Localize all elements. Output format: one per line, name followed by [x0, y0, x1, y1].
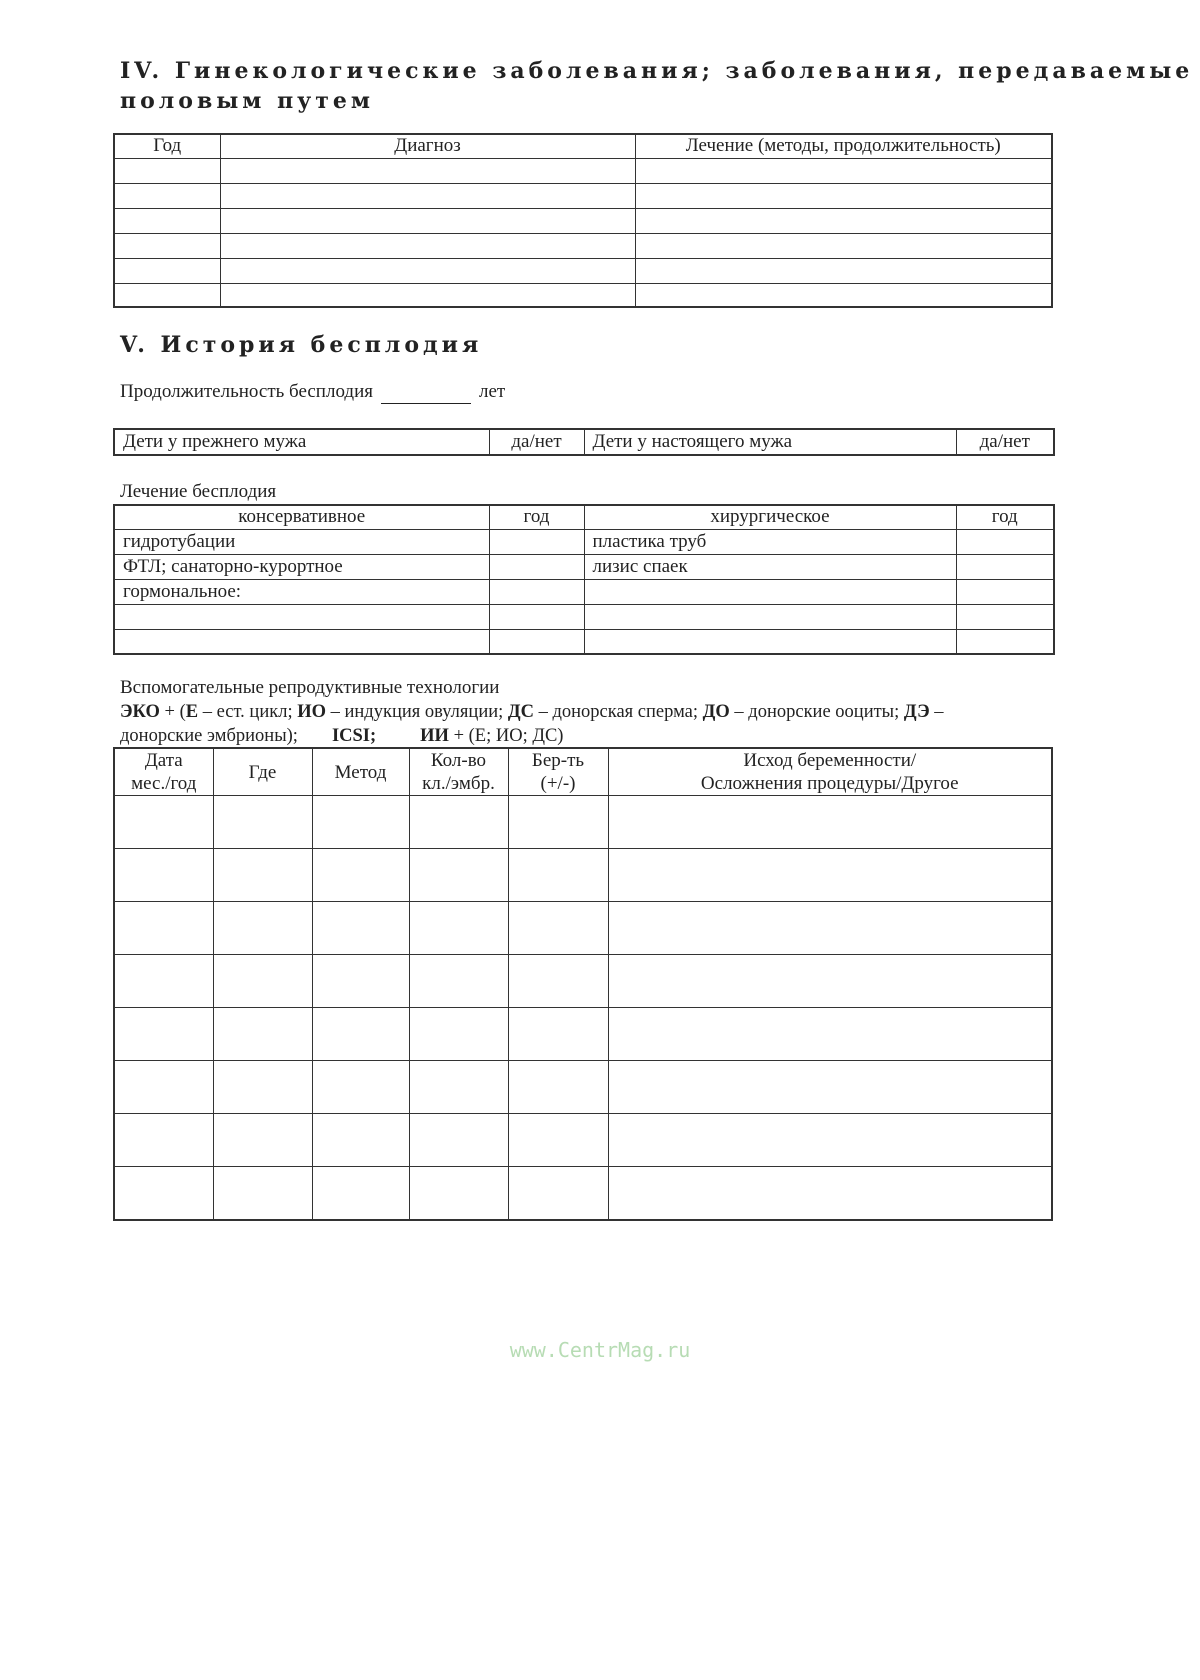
table-row	[114, 1114, 1052, 1167]
date-cell[interactable]	[114, 1008, 213, 1061]
table-row	[114, 902, 1052, 955]
table-row	[114, 579, 1054, 604]
watermark: www.CentrMag.ru	[509, 1338, 691, 1362]
table-row	[114, 158, 1052, 183]
year-cell[interactable]	[114, 258, 220, 283]
conservative-item: ФТЛ; санаторно-курортное	[114, 554, 489, 579]
where-cell[interactable]	[213, 955, 312, 1008]
pregnancy-cell[interactable]	[508, 796, 608, 849]
art-table	[113, 747, 1053, 1221]
table-row	[114, 283, 1052, 307]
conservative-year-cell[interactable]	[489, 554, 584, 579]
art-legend-part: ДС	[507, 702, 534, 722]
outcome-cell[interactable]	[608, 1008, 1052, 1061]
pregnancy-cell[interactable]	[508, 955, 608, 1008]
count-cell[interactable]	[409, 849, 508, 902]
surgical-year-cell[interactable]	[956, 604, 1054, 629]
date-cell[interactable]	[114, 955, 213, 1008]
method-cell[interactable]	[312, 796, 409, 849]
surgical-item[interactable]	[584, 629, 956, 654]
count-cell[interactable]	[409, 955, 508, 1008]
section-iv-title-line1: IV. Гинекологические заболевания; заболевания, передаваемые	[120, 58, 1194, 84]
table-row	[114, 208, 1052, 233]
art-legend-part: + (	[159, 702, 186, 722]
method-cell[interactable]	[312, 1114, 409, 1167]
art-legend-part: ДО	[702, 702, 730, 722]
pregnancy-cell[interactable]	[508, 1008, 608, 1061]
art-legend-part: ИИ	[420, 726, 449, 746]
infertility-duration-field[interactable]	[381, 385, 471, 404]
column-header-count-line1: Кол-во	[430, 750, 487, 771]
surgical-year-cell[interactable]	[956, 529, 1054, 554]
children-table	[113, 428, 1055, 456]
column-header-surgical: хирургическое	[584, 505, 956, 529]
art-legend-part: – ест. цикл;	[198, 702, 298, 722]
count-cell[interactable]	[409, 1114, 508, 1167]
year-cell[interactable]	[114, 233, 220, 258]
art-legend-part: – донорская сперма;	[533, 702, 703, 722]
column-header-date-line1: Дата	[144, 750, 183, 771]
art-legend-part: донорские эмбрионы);	[120, 726, 298, 746]
conservative-year-cell[interactable]	[489, 579, 584, 604]
section-v-title: V. История бесплодия	[120, 332, 483, 358]
children-current-husband-yes-no[interactable]: да/нет	[956, 429, 1054, 455]
surgical-year-cell[interactable]	[956, 554, 1054, 579]
column-header-outcome	[608, 748, 1052, 796]
surgical-year-cell[interactable]	[956, 629, 1054, 654]
where-cell[interactable]	[213, 1167, 312, 1220]
count-cell[interactable]	[409, 1061, 508, 1114]
treatment-cell[interactable]	[635, 208, 1052, 233]
outcome-cell[interactable]	[608, 849, 1052, 902]
method-cell[interactable]	[312, 1167, 409, 1220]
count-cell[interactable]	[409, 1167, 508, 1220]
art-legend-part: –	[929, 702, 944, 722]
date-cell[interactable]	[114, 1167, 213, 1220]
date-cell[interactable]	[114, 1061, 213, 1114]
year-cell[interactable]	[114, 283, 220, 307]
column-header-pregnancy-line2: (+/-)	[540, 773, 576, 794]
table-row	[114, 1061, 1052, 1114]
pregnancy-cell[interactable]	[508, 902, 608, 955]
where-cell[interactable]	[213, 1061, 312, 1114]
infertility-treatment-label: Лечение бесплодия	[120, 481, 277, 502]
outcome-cell[interactable]	[608, 796, 1052, 849]
gynecological-diseases-table	[113, 133, 1053, 308]
date-cell[interactable]	[114, 849, 213, 902]
children-prev-husband-label: Дети у прежнего мужа	[114, 429, 489, 455]
diagnosis-cell[interactable]	[220, 208, 635, 233]
art-legend-part: + (Е; ИО; ДС)	[448, 726, 564, 746]
art-legend-part: ИО	[297, 702, 326, 722]
diagnosis-cell[interactable]	[220, 258, 635, 283]
treatment-cell[interactable]	[635, 233, 1052, 258]
art-legend-line2	[120, 724, 563, 748]
year-cell[interactable]	[114, 208, 220, 233]
table-row	[114, 554, 1054, 579]
column-header-date-line2: мес./год	[131, 773, 197, 794]
column-header-count-line2: кл./эмбр.	[422, 773, 495, 794]
treatment-cell[interactable]	[635, 183, 1052, 208]
column-header-outcome-line2: Осложнения процедуры/Другое	[700, 773, 959, 794]
outcome-cell[interactable]	[608, 1114, 1052, 1167]
outcome-cell[interactable]	[608, 902, 1052, 955]
surgical-item: лизис спаек	[584, 554, 956, 579]
year-cell[interactable]	[114, 158, 220, 183]
outcome-cell[interactable]	[608, 1167, 1052, 1220]
conservative-item: гормональное:	[114, 579, 489, 604]
surgical-item[interactable]	[584, 604, 956, 629]
column-header-method-line1: Метод	[334, 761, 387, 783]
column-header-outcome-line1: Исход беременности/	[743, 750, 917, 771]
pregnancy-cell[interactable]	[508, 1061, 608, 1114]
conservative-year-cell[interactable]	[489, 529, 584, 554]
table-row	[114, 529, 1054, 554]
column-header-where	[213, 748, 312, 796]
infertility-treatment-table	[113, 504, 1055, 655]
where-cell[interactable]	[213, 902, 312, 955]
pregnancy-cell[interactable]	[508, 1167, 608, 1220]
where-cell[interactable]	[213, 849, 312, 902]
column-header-conservative-year: год	[489, 505, 584, 529]
diagnosis-cell[interactable]	[220, 283, 635, 307]
treatment-cell[interactable]	[635, 283, 1052, 307]
children-current-husband-label: Дети у настоящего мужа	[584, 429, 956, 455]
pregnancy-cell[interactable]	[508, 849, 608, 902]
date-cell[interactable]	[114, 1114, 213, 1167]
method-cell[interactable]	[312, 849, 409, 902]
method-cell[interactable]	[312, 1061, 409, 1114]
surgical-item[interactable]	[584, 579, 956, 604]
art-legend-part: – донорские ооциты;	[729, 702, 904, 722]
art-legend-part: ICSI;	[331, 726, 377, 746]
diagnosis-cell[interactable]	[220, 183, 635, 208]
conservative-item[interactable]	[114, 604, 489, 629]
method-cell[interactable]	[312, 1008, 409, 1061]
outcome-cell[interactable]	[608, 1061, 1052, 1114]
column-header-year: Год	[114, 134, 220, 158]
method-cell[interactable]	[312, 902, 409, 955]
conservative-year-cell[interactable]	[489, 604, 584, 629]
section-iv-title	[120, 56, 1193, 116]
table-row	[114, 955, 1052, 1008]
outcome-cell[interactable]	[608, 955, 1052, 1008]
table-row	[114, 258, 1052, 283]
diagnosis-cell[interactable]	[220, 158, 635, 183]
column-header-treatment: Лечение (методы, продолжительность)	[635, 134, 1052, 158]
treatment-cell[interactable]	[635, 258, 1052, 283]
art-label: Вспомогательные репродуктивные технологии	[120, 677, 500, 698]
table-row	[114, 629, 1054, 654]
conservative-item: гидротубации	[114, 529, 489, 554]
surgical-item: пластика труб	[584, 529, 956, 554]
year-cell[interactable]	[114, 183, 220, 208]
table-row	[114, 1008, 1052, 1061]
table-row	[114, 604, 1054, 629]
count-cell[interactable]	[409, 902, 508, 955]
pregnancy-cell[interactable]	[508, 1114, 608, 1167]
infertility-duration-label: Продолжительность бесплодия	[120, 381, 373, 402]
column-header-surgical-year: год	[956, 505, 1054, 529]
art-legend-part: ЭКО	[120, 702, 160, 722]
surgical-year-cell[interactable]	[956, 579, 1054, 604]
column-header-date	[114, 748, 213, 796]
conservative-year-cell[interactable]	[489, 629, 584, 654]
where-cell[interactable]	[213, 1008, 312, 1061]
date-cell[interactable]	[114, 902, 213, 955]
table-row	[114, 796, 1052, 849]
treatment-cell[interactable]	[635, 158, 1052, 183]
column-header-count	[409, 748, 508, 796]
table-row	[114, 233, 1052, 258]
diagnosis-cell[interactable]	[220, 233, 635, 258]
column-header-pregnancy-line1: Бер-ть	[531, 750, 585, 771]
section-iv-title-line2: половым путем	[120, 88, 374, 114]
table-row	[114, 1167, 1052, 1220]
children-prev-husband-yes-no[interactable]: да/нет	[489, 429, 584, 455]
where-cell[interactable]	[213, 796, 312, 849]
method-cell[interactable]	[312, 955, 409, 1008]
art-legend-part: ДЭ	[903, 702, 930, 722]
infertility-duration-unit: лет	[478, 381, 506, 402]
infertility-duration-line	[120, 380, 505, 404]
column-header-method	[312, 748, 409, 796]
art-legend-part: – индукция овуляции;	[326, 702, 508, 722]
conservative-item[interactable]	[114, 629, 489, 654]
column-header-where-line1: Где	[248, 761, 277, 783]
count-cell[interactable]	[409, 796, 508, 849]
art-legend-part: Е	[185, 702, 199, 722]
where-cell[interactable]	[213, 1114, 312, 1167]
table-row	[114, 849, 1052, 902]
column-header-pregnancy	[508, 748, 608, 796]
date-cell[interactable]	[114, 796, 213, 849]
count-cell[interactable]	[409, 1008, 508, 1061]
column-header-conservative: консервативное	[114, 505, 489, 529]
table-row	[114, 183, 1052, 208]
art-legend-line1	[120, 700, 944, 724]
column-header-diagnosis: Диагноз	[220, 134, 635, 158]
